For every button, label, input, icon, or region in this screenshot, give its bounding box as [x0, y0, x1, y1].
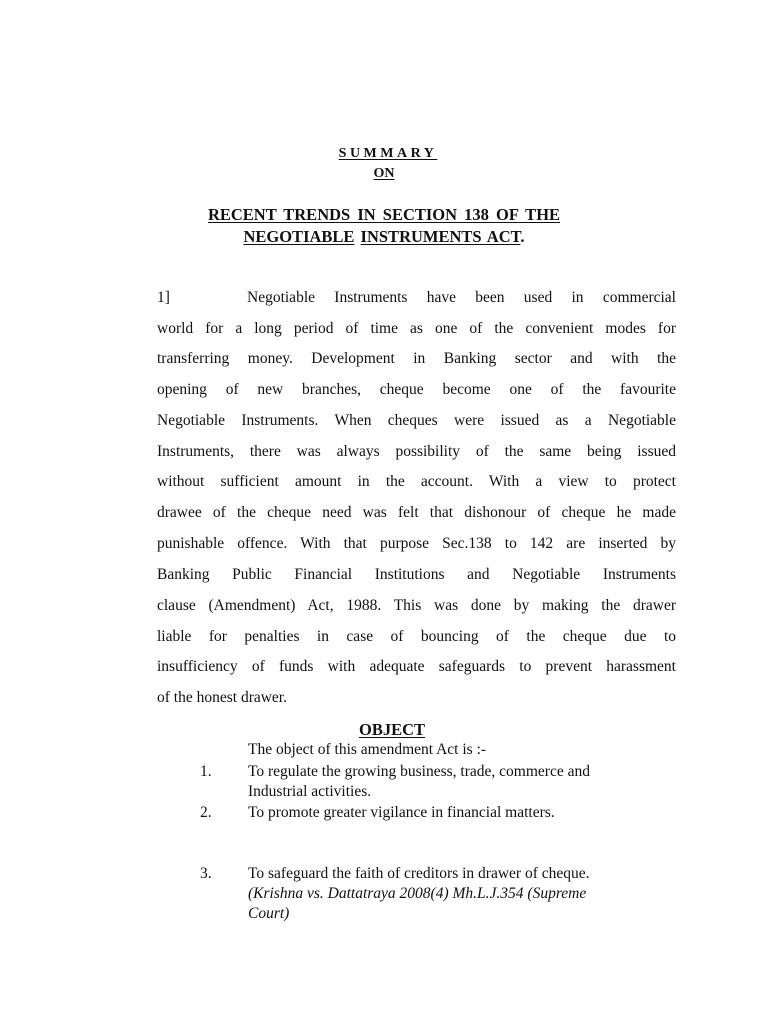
- paragraph-line: opening of new branches, cheque become one of the favourite: [157, 381, 676, 398]
- title-word-instruments-act: INSTRUMENTS ACT: [360, 227, 521, 246]
- object-heading: OBJECT: [358, 720, 426, 739]
- paragraph-line: Negotiable Instruments have been used in commercial: [247, 289, 676, 306]
- paragraph-line: insufficiency of funds with adequate safeguards to prevent harassment: [157, 658, 676, 675]
- title-word-negotiable: NEGOTIABLE: [243, 227, 355, 246]
- object-item-text: To promote greater vigilance in financial matters.: [248, 804, 555, 821]
- paragraph-line: world for a long period of time as one of the convenient modes for: [157, 320, 676, 337]
- object-intro: The object of this amendment Act is :-: [248, 741, 487, 758]
- object-item-line: Industrial activities.: [248, 783, 372, 800]
- paragraph-number: 1]: [157, 289, 170, 306]
- title-line-2: [0, 227, 768, 247]
- paragraph-line: Banking Public Financial Institutions and Negotiable Instruments: [157, 566, 676, 583]
- paragraph-line: without sufficient amount in the account. With a view to protect: [157, 473, 676, 490]
- object-item-number: 2.: [200, 804, 212, 821]
- object-item-number: 3.: [200, 865, 212, 882]
- paragraph-line: transferring money. Development in Banking sector and with the: [157, 350, 676, 367]
- object-item-text: [248, 762, 668, 802]
- paragraph-line: drawee of the cheque need was felt that dishonour of cheque he made: [157, 504, 676, 521]
- paragraph-line: clause (Amendment) Act, 1988. This was done by making the drawer: [157, 597, 676, 614]
- paragraph-line: Instruments, there was always possibility of the same being issued: [157, 443, 676, 460]
- object-item-line: To regulate the growing business, trade, commerce and: [248, 763, 590, 780]
- citation-line: (Krishna vs. Dattatraya 2008(4) Mh.L.J.354 (Supreme: [248, 885, 587, 902]
- object-item-number: 1.: [200, 763, 212, 780]
- paragraph-line: Negotiable Instruments. When cheques were issued as a Negotiable: [157, 412, 676, 429]
- on-heading: ON: [373, 166, 395, 181]
- paragraph-line: liable for penalties in case of bouncing of the cheque due to: [157, 628, 676, 645]
- title-period: .: [520, 227, 525, 246]
- citation-line: Court): [248, 905, 290, 922]
- paragraph-line: of the honest drawer.: [157, 689, 287, 706]
- case-citation: [248, 884, 668, 924]
- summary-heading: SUMMARY: [338, 146, 438, 161]
- paragraph-line: punishable offence. With that purpose Sec.138 to 142 are inserted by: [157, 535, 676, 552]
- title-line-1: RECENT TRENDS IN SECTION 138 OF THE: [207, 205, 561, 224]
- object-item-text: To safeguard the faith of creditors in drawer of cheque.: [248, 865, 590, 882]
